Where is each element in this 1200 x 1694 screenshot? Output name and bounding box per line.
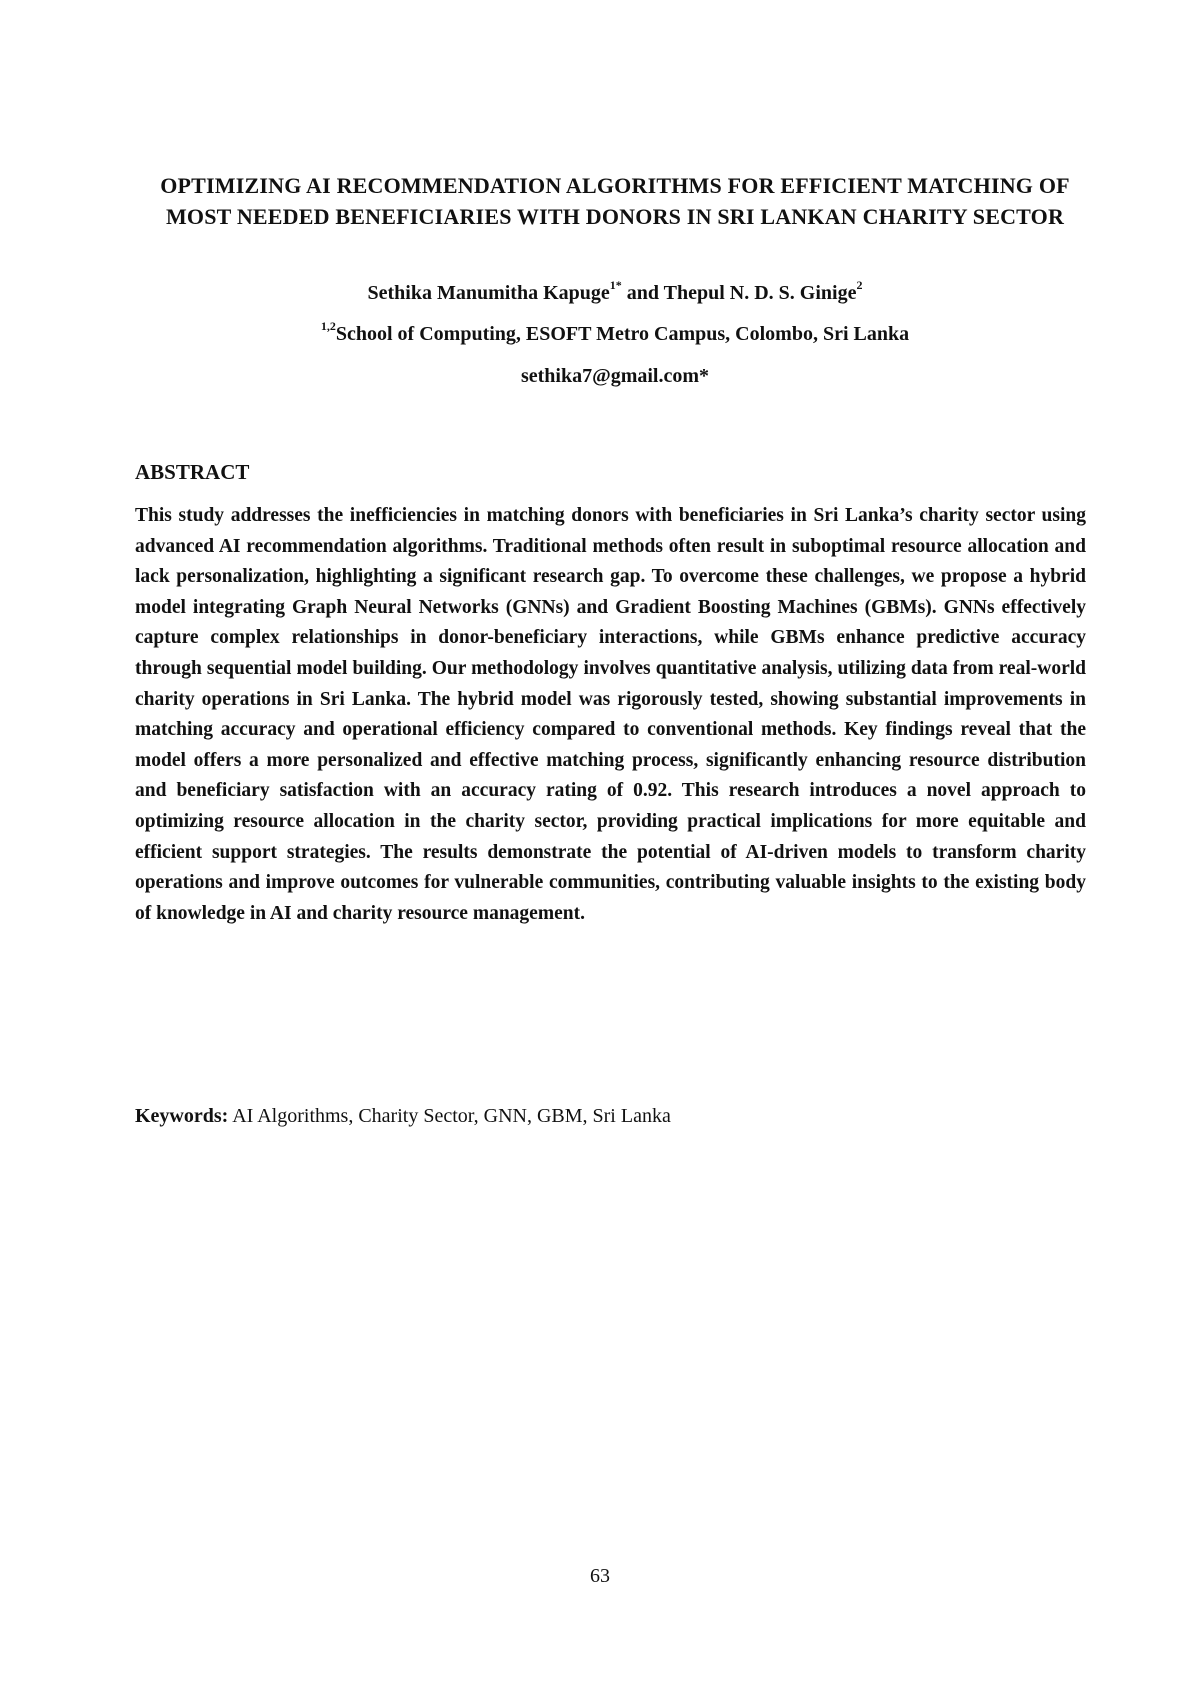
affiliation-superscript: 1,2 <box>320 319 336 334</box>
abstract-heading: ABSTRACT <box>135 460 250 484</box>
author-line <box>150 279 1080 307</box>
keywords-line <box>135 1102 1086 1130</box>
affiliation-text: School of Computing, ESOFT Metro Campus, Colombo, Sri Lanka <box>335 323 910 345</box>
author-2-superscript: 2 <box>856 278 863 293</box>
contact-email: sethika7@gmail.com* <box>520 365 710 387</box>
keywords-label: Keywords: <box>135 1105 229 1127</box>
author-2-name: Thepul N. D. S. Ginige <box>663 282 857 304</box>
author-1-superscript: 1* <box>609 278 622 293</box>
page-number: 63 <box>590 1565 610 1587</box>
author-conjunction: and <box>621 282 664 304</box>
affiliation-line <box>150 320 1080 348</box>
paper-title: OPTIMIZING AI RECOMMENDATION ALGORITHMS FOR EFFICIENT MATCHING OF MOST NEEDED BENEFICIARIES WITH DONORS IN SRI LANKAN CHARITY SECTOR <box>160 173 1070 229</box>
keywords-text: AI Algorithms, Charity Sector, GNN, GBM, Sri Lanka <box>228 1105 671 1127</box>
abstract-body: This study addresses the inefficiencies in matching donors with beneficiaries in Sri Lanka’s charity sector using advanced AI recommendation algorithms. Traditional methods often result in suboptimal resource allocation and lack personalization, highlighting a significant research gap. To overcome these challenges, we propose a hybrid model integrating Graph Neural Networks (GNNs) and Gradient Boosting Machines (GBMs). GNNs effectively capture complex relationships in donor-beneficiary interactions, while GBMs enhance predictive accuracy through sequential model building. Our methodology involves quantitative analysis, utilizing data from real-world charity operations in Sri Lanka. The hybrid model was rigorously tested, showing substantial improvements in matching accuracy and operational efficiency compared to conventional methods. Key findings reveal that the model offers a more personalized and effective matching process, significantly enhancing resource distribution and beneficiary satisfaction with an accuracy rating of 0.92. This research introduces a novel approach to optimizing resource allocation in the charity sector, providing practical implications for more equitable and efficient support strategies. The results demonstrate the potential of AI-driven models to transform charity operations and improve outcomes for vulnerable communities, contributing valuable insights to the existing body of knowledge in AI and charity resource management. <box>135 505 1086 924</box>
author-1-name: Sethika Manumitha Kapuge <box>367 282 610 304</box>
